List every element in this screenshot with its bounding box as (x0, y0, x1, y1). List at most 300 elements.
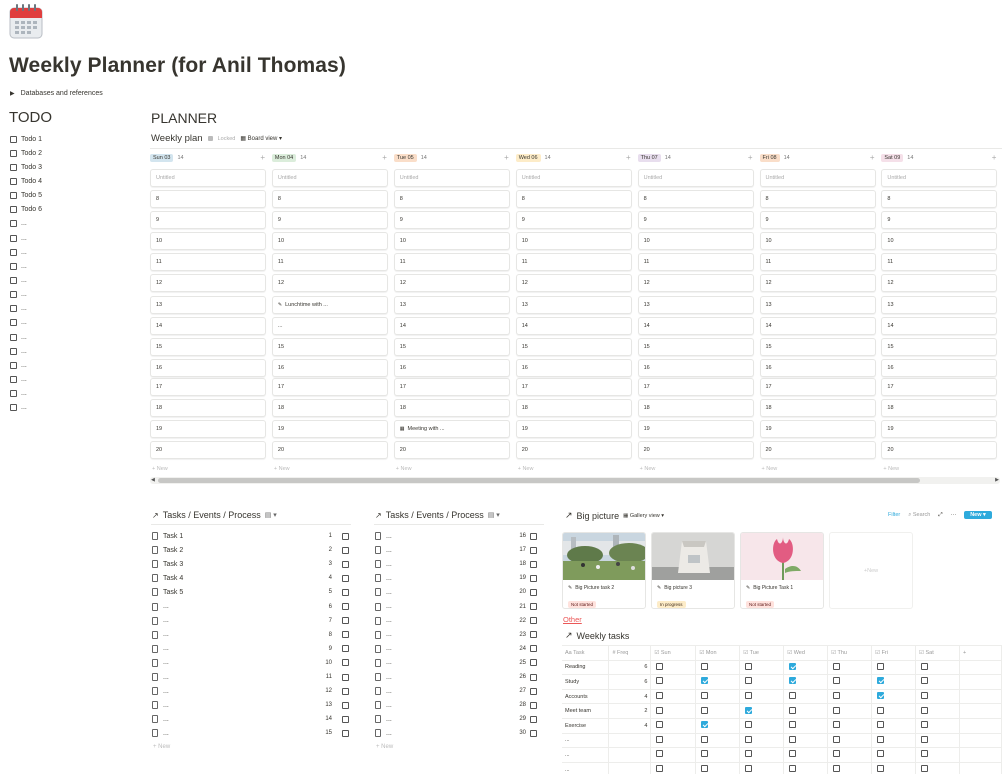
board-card[interactable] (394, 359, 510, 377)
board-card[interactable] (638, 211, 754, 229)
day-cell[interactable] (696, 704, 740, 719)
task-name[interactable]: ... (386, 715, 392, 723)
todo-label[interactable]: ... (21, 248, 27, 256)
task-checkbox[interactable] (342, 702, 349, 709)
task-name[interactable]: ... (386, 560, 392, 568)
day-checkbox[interactable] (701, 721, 708, 728)
task-row[interactable] (152, 656, 352, 670)
todo-checkbox[interactable] (10, 192, 17, 199)
day-checkbox[interactable] (833, 707, 840, 714)
task-row[interactable] (375, 698, 545, 712)
board-card[interactable] (394, 253, 510, 271)
board-card[interactable] (272, 399, 388, 417)
task-checkbox[interactable] (342, 716, 349, 723)
day-cell[interactable] (784, 689, 828, 704)
board-card[interactable] (881, 399, 997, 417)
board-card[interactable] (516, 359, 632, 377)
day-checkbox[interactable] (745, 663, 752, 670)
task-row[interactable] (152, 614, 352, 628)
scroll-left-icon[interactable]: ◀ (151, 477, 155, 483)
day-checkbox[interactable] (789, 736, 796, 743)
gallery-card[interactable] (740, 532, 824, 609)
todo-item[interactable] (10, 316, 42, 330)
gallery-view-switcher[interactable]: ▦ Gallery view ▾ (623, 512, 665, 519)
day-tag[interactable]: Sun 03 (150, 154, 173, 162)
day-checkbox[interactable] (877, 750, 884, 757)
day-cell[interactable] (872, 660, 916, 675)
todo-checkbox[interactable] (10, 305, 17, 312)
task-checkbox[interactable] (530, 659, 537, 666)
todo-checkbox[interactable] (10, 376, 17, 383)
freq-cell[interactable]: 6 (609, 660, 651, 675)
board-card[interactable] (516, 190, 632, 208)
todo-item[interactable] (10, 288, 42, 302)
task-checkbox[interactable] (530, 561, 537, 568)
day-checkbox[interactable] (877, 765, 884, 772)
day-cell[interactable] (740, 689, 784, 704)
board-card[interactable] (516, 253, 632, 271)
task-checkbox[interactable] (530, 589, 537, 596)
day-cell[interactable] (651, 748, 696, 763)
day-cell[interactable] (828, 762, 872, 774)
todo-label[interactable]: ... (21, 262, 27, 270)
board-card[interactable] (881, 338, 997, 356)
database-icon[interactable]: ▤ ▾ (487, 512, 500, 519)
task-row[interactable] (375, 726, 545, 740)
board-card[interactable] (516, 296, 632, 314)
todo-label[interactable]: ... (21, 305, 27, 313)
task-row[interactable] (375, 529, 545, 543)
day-cell[interactable] (828, 704, 872, 719)
day-cell[interactable] (696, 660, 740, 675)
column-header[interactable]: Aa Task (562, 646, 609, 661)
filter-button[interactable]: Filter (888, 512, 901, 518)
board-card[interactable] (394, 441, 510, 459)
tasks-list-title[interactable]: Tasks / Events / Process (385, 510, 484, 520)
day-cell[interactable] (651, 718, 696, 733)
board-card[interactable] (760, 338, 876, 356)
board-card[interactable] (881, 317, 997, 335)
day-checkbox[interactable] (833, 750, 840, 757)
task-checkbox[interactable] (530, 645, 537, 652)
todo-item[interactable] (10, 245, 42, 259)
day-checkbox[interactable] (745, 707, 752, 714)
add-card-icon[interactable]: + (504, 153, 509, 162)
todo-checkbox[interactable] (10, 164, 17, 171)
day-checkbox[interactable] (921, 707, 928, 714)
day-cell[interactable] (916, 689, 960, 704)
freq-cell[interactable]: 4 (609, 689, 651, 704)
day-cell[interactable] (916, 762, 960, 774)
day-checkbox[interactable] (789, 765, 796, 772)
database-icon[interactable]: ▤ ▾ (264, 512, 277, 519)
todo-label[interactable]: ... (21, 220, 27, 228)
freq-cell[interactable] (609, 748, 651, 763)
freq-cell[interactable]: 6 (609, 675, 651, 690)
board-card[interactable] (760, 441, 876, 459)
board-card[interactable] (150, 253, 266, 271)
board-card[interactable] (150, 169, 266, 187)
task-name[interactable]: Task 3 (163, 560, 184, 568)
day-checkbox[interactable] (921, 721, 928, 728)
todo-item[interactable] (10, 189, 42, 203)
new-gallery-card[interactable]: + New (829, 532, 913, 609)
todo-label[interactable]: ... (21, 361, 27, 369)
board-card[interactable] (150, 441, 266, 459)
task-row[interactable] (375, 571, 545, 585)
day-cell[interactable] (651, 660, 696, 675)
day-cell[interactable] (740, 660, 784, 675)
column-header[interactable]: ☑ Sun (651, 646, 696, 661)
todo-item[interactable] (10, 217, 42, 231)
task-checkbox[interactable] (342, 603, 349, 610)
add-card-icon[interactable]: + (869, 153, 875, 162)
board-card[interactable] (272, 190, 388, 208)
todo-item[interactable] (10, 344, 42, 358)
day-checkbox[interactable] (921, 677, 928, 684)
weekly-tasks-title[interactable]: Weekly tasks (576, 630, 630, 641)
board-card[interactable] (638, 296, 754, 314)
board-card[interactable] (881, 169, 997, 187)
gallery-card[interactable] (562, 532, 646, 609)
board-card[interactable] (150, 274, 266, 292)
day-checkbox[interactable] (656, 736, 663, 743)
task-row[interactable] (152, 585, 352, 599)
board-card[interactable] (760, 211, 876, 229)
task-checkbox[interactable] (342, 688, 349, 695)
board-card[interactable] (394, 399, 510, 417)
board-card[interactable] (638, 232, 754, 250)
day-checkbox[interactable] (833, 692, 840, 699)
task-name[interactable]: Task 1 (163, 532, 184, 540)
task-name[interactable]: ... (163, 631, 169, 639)
board-card[interactable] (760, 190, 876, 208)
more-icon[interactable]: ··· (950, 512, 957, 518)
day-cell[interactable] (872, 748, 916, 763)
day-cell[interactable] (651, 675, 696, 690)
board-card[interactable] (272, 211, 388, 229)
day-checkbox[interactable] (833, 677, 840, 684)
day-checkbox[interactable] (877, 721, 884, 728)
task-row[interactable] (152, 712, 352, 726)
board-card[interactable] (272, 169, 388, 187)
board-card[interactable] (150, 399, 266, 417)
board-card[interactable] (272, 232, 388, 250)
scrollbar-thumb[interactable] (158, 478, 920, 483)
todo-label[interactable]: ... (21, 375, 27, 383)
board-card[interactable] (881, 211, 997, 229)
todo-item[interactable] (10, 231, 42, 245)
task-checkbox[interactable] (530, 533, 537, 540)
task-checkbox[interactable] (342, 561, 349, 568)
task-checkbox[interactable] (530, 547, 537, 554)
todo-label[interactable]: Todo 2 (21, 149, 43, 157)
new-card-button[interactable]: + New (761, 466, 778, 472)
task-name[interactable]: ... (386, 645, 392, 653)
board-card[interactable] (394, 274, 510, 292)
day-cell[interactable] (784, 748, 828, 763)
day-cell[interactable] (916, 704, 960, 719)
day-cell[interactable] (872, 675, 916, 690)
todo-checkbox[interactable] (10, 150, 17, 157)
board-card[interactable] (150, 378, 266, 396)
task-name[interactable]: ... (386, 687, 392, 695)
new-row-button[interactable]: + New (153, 744, 171, 750)
task-row[interactable] (152, 628, 352, 642)
day-cell[interactable] (872, 689, 916, 704)
task-row[interactable] (152, 642, 352, 656)
day-cell[interactable] (916, 675, 960, 690)
day-checkbox[interactable] (789, 707, 796, 714)
day-checkbox[interactable] (789, 721, 796, 728)
freq-cell[interactable] (609, 733, 651, 748)
day-checkbox[interactable] (701, 663, 708, 670)
todo-label[interactable]: ... (21, 276, 27, 284)
board-card[interactable] (638, 274, 754, 292)
board-card[interactable] (516, 338, 632, 356)
new-card-button[interactable]: + New (273, 466, 290, 472)
day-checkbox[interactable] (656, 750, 663, 757)
day-checkbox[interactable] (745, 750, 752, 757)
day-checkbox[interactable] (921, 765, 928, 772)
todo-item[interactable] (10, 372, 42, 386)
todo-item[interactable] (10, 387, 42, 401)
day-cell[interactable] (828, 748, 872, 763)
todo-checkbox[interactable] (10, 263, 17, 270)
task-checkbox[interactable] (342, 631, 349, 638)
task-name[interactable]: Task 4 (163, 574, 184, 582)
board-card[interactable] (394, 232, 510, 250)
todo-item[interactable] (10, 146, 42, 160)
day-checkbox[interactable] (789, 677, 796, 684)
task-row[interactable] (375, 642, 545, 656)
add-card-icon[interactable]: + (626, 153, 631, 162)
board-card[interactable] (760, 359, 876, 377)
todo-checkbox[interactable] (10, 136, 17, 143)
task-row[interactable] (152, 698, 352, 712)
todo-checkbox[interactable] (10, 334, 17, 341)
task-row[interactable] (375, 656, 545, 670)
task-name[interactable]: ... (386, 673, 392, 681)
todo-item[interactable] (10, 330, 42, 344)
task-checkbox[interactable] (342, 547, 349, 554)
task-row[interactable] (375, 614, 545, 628)
board-card[interactable] (516, 232, 632, 250)
add-column-icon[interactable]: + (959, 646, 1001, 661)
board-card[interactable] (516, 420, 632, 438)
task-name[interactable]: ... (386, 532, 392, 540)
task-row[interactable] (375, 628, 545, 642)
task-checkbox[interactable] (530, 688, 537, 695)
new-card-button[interactable]: + New (395, 466, 412, 472)
day-cell[interactable] (651, 733, 696, 748)
board-card[interactable] (150, 211, 266, 229)
board-card[interactable] (516, 378, 632, 396)
board-card[interactable] (638, 399, 754, 417)
day-tag[interactable]: Mon 04 (272, 154, 296, 162)
new-card-button[interactable]: + New (883, 466, 900, 472)
todo-checkbox[interactable] (10, 178, 17, 185)
day-cell[interactable] (651, 762, 696, 774)
task-checkbox[interactable] (530, 603, 537, 610)
board-card[interactable] (272, 378, 388, 396)
gallery-card-title[interactable] (741, 580, 823, 593)
freq-cell[interactable]: 4 (609, 718, 651, 733)
day-cell[interactable] (784, 675, 828, 690)
board-card[interactable] (760, 274, 876, 292)
day-checkbox[interactable] (656, 765, 663, 772)
board-card[interactable] (394, 296, 510, 314)
board-card[interactable] (881, 441, 997, 459)
board-card[interactable] (272, 441, 388, 459)
board-card[interactable] (272, 274, 388, 292)
task-name[interactable]: ... (386, 617, 392, 625)
day-checkbox[interactable] (745, 721, 752, 728)
task-row[interactable] (375, 684, 545, 698)
board-title[interactable]: Weekly plan (151, 133, 203, 144)
day-tag[interactable]: Sat 09 (881, 154, 903, 162)
day-checkbox[interactable] (656, 663, 663, 670)
day-checkbox[interactable] (833, 765, 840, 772)
todo-label[interactable]: ... (21, 234, 27, 242)
day-cell[interactable] (784, 718, 828, 733)
add-card-icon[interactable]: + (991, 153, 997, 162)
board-card[interactable] (881, 253, 997, 271)
todo-checkbox[interactable] (10, 404, 17, 411)
add-card-icon[interactable]: + (260, 153, 265, 162)
board-card[interactable] (516, 399, 632, 417)
board-card[interactable] (881, 420, 997, 438)
day-cell[interactable] (696, 718, 740, 733)
board-card[interactable] (516, 317, 632, 335)
day-checkbox[interactable] (789, 750, 796, 757)
day-checkbox[interactable] (877, 663, 884, 670)
day-cell[interactable] (784, 733, 828, 748)
task-name[interactable]: ... (386, 659, 392, 667)
tasks-list-title[interactable]: Tasks / Events / Process (162, 510, 261, 520)
board-card[interactable] (150, 338, 266, 356)
todo-checkbox[interactable] (10, 249, 17, 256)
board-card[interactable] (516, 274, 632, 292)
task-row[interactable] (152, 557, 352, 571)
task-row[interactable] (152, 600, 352, 614)
task-checkbox[interactable] (530, 702, 537, 709)
board-card[interactable] (516, 169, 632, 187)
board-card[interactable] (638, 317, 754, 335)
board-card[interactable] (881, 378, 997, 396)
other-link[interactable]: Other (563, 615, 582, 624)
day-cell[interactable] (872, 762, 916, 774)
day-cell[interactable] (740, 675, 784, 690)
task-checkbox[interactable] (342, 575, 349, 582)
day-cell[interactable] (828, 718, 872, 733)
day-cell[interactable] (740, 762, 784, 774)
day-cell[interactable] (828, 675, 872, 690)
task-row[interactable] (152, 670, 352, 684)
day-cell[interactable] (740, 718, 784, 733)
day-cell[interactable] (872, 733, 916, 748)
day-checkbox[interactable] (701, 707, 708, 714)
task-name[interactable]: ... (386, 701, 392, 709)
todo-checkbox[interactable] (10, 362, 17, 369)
board-view-switcher[interactable]: ▦ Board view ▾ (240, 136, 283, 142)
todo-item[interactable] (10, 174, 42, 188)
task-row[interactable] (375, 712, 545, 726)
column-header[interactable]: ☑ Mon (696, 646, 740, 661)
gallery-card-title[interactable] (652, 580, 734, 593)
new-card-button[interactable]: + New (517, 466, 534, 472)
board-card[interactable] (394, 317, 510, 335)
task-checkbox[interactable] (342, 617, 349, 624)
todo-item[interactable] (10, 259, 42, 273)
task-name[interactable]: Task 2 (163, 546, 184, 554)
todo-checkbox[interactable] (10, 206, 17, 213)
task-name[interactable]: ... (163, 603, 169, 611)
add-card-icon[interactable]: + (382, 153, 387, 162)
task-name[interactable]: ... (163, 645, 169, 653)
day-cell[interactable] (916, 718, 960, 733)
todo-checkbox[interactable] (10, 348, 17, 355)
task-checkbox[interactable] (342, 730, 349, 737)
day-checkbox[interactable] (745, 677, 752, 684)
board-card[interactable] (881, 274, 997, 292)
task-checkbox[interactable] (342, 533, 349, 540)
search-button[interactable] (908, 512, 930, 519)
task-checkbox[interactable] (530, 575, 537, 582)
todo-label[interactable]: ... (21, 319, 27, 327)
board-card[interactable] (516, 441, 632, 459)
day-cell[interactable] (828, 689, 872, 704)
task-row[interactable] (152, 726, 352, 740)
todo-label[interactable]: Todo 5 (21, 192, 43, 200)
day-cell[interactable] (916, 748, 960, 763)
todo-label[interactable]: ... (21, 333, 27, 341)
day-checkbox[interactable] (701, 692, 708, 699)
board-card[interactable] (394, 190, 510, 208)
todo-item[interactable] (10, 401, 42, 415)
new-card-button[interactable]: + New (639, 466, 656, 472)
todo-label[interactable]: ... (21, 390, 27, 398)
task-cell[interactable]: Study (562, 675, 609, 690)
column-header[interactable]: ☑ Sat (916, 646, 960, 661)
day-cell[interactable] (740, 704, 784, 719)
task-row[interactable] (375, 600, 545, 614)
day-checkbox[interactable] (877, 692, 884, 699)
task-checkbox[interactable] (530, 730, 537, 737)
board-card[interactable] (638, 441, 754, 459)
todo-label[interactable]: Todo 4 (21, 177, 43, 185)
board-card[interactable] (394, 420, 510, 438)
task-row[interactable] (152, 684, 352, 698)
board-card[interactable] (272, 359, 388, 377)
board-card[interactable] (760, 253, 876, 271)
task-cell[interactable]: Accounts (562, 689, 609, 704)
todo-label[interactable]: Todo 1 (21, 135, 43, 143)
task-row[interactable] (152, 529, 352, 543)
board-card[interactable] (638, 338, 754, 356)
task-name[interactable]: ... (163, 715, 169, 723)
column-header[interactable]: ☑ Tue (740, 646, 784, 661)
day-tag[interactable]: Thu 07 (638, 154, 661, 162)
column-header[interactable]: ☑ Thu (828, 646, 872, 661)
task-name[interactable]: ... (386, 729, 392, 737)
day-checkbox[interactable] (745, 692, 752, 699)
board-card[interactable] (150, 232, 266, 250)
day-cell[interactable] (740, 748, 784, 763)
day-checkbox[interactable] (833, 736, 840, 743)
task-cell[interactable]: ... (562, 733, 609, 748)
board-scrollbar[interactable] (150, 477, 1000, 484)
